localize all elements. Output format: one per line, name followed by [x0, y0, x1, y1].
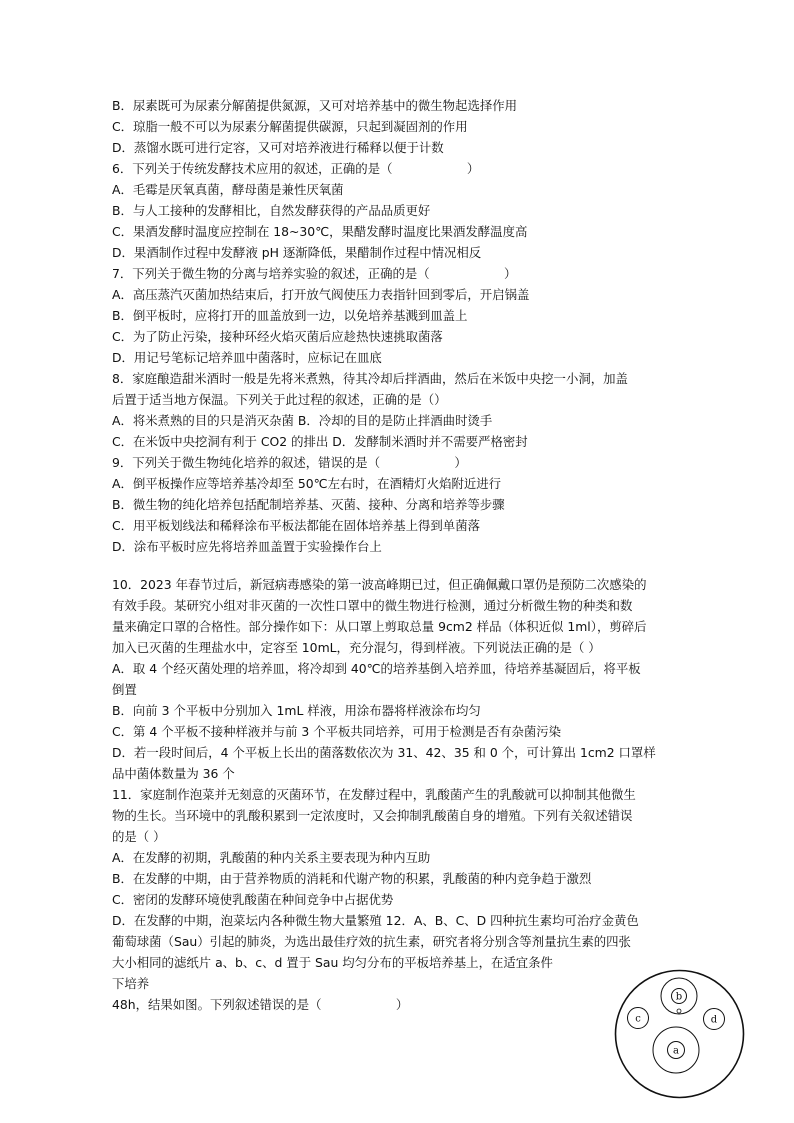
option-9b: B．微生物的纯化培养包括配制培养基、灭菌、接种、分离和培养等步骤: [112, 497, 505, 512]
disc-c-label: c: [635, 1013, 641, 1025]
option-6c: C．果酒发酵时温度应控制在 18~30℃，果醋发酵时温度比果酒发酵温度高: [112, 224, 528, 239]
option-11b: B．在发酵的中期，由于营养物质的消耗和代谢产物的积累，乳酸菌的种内竞争趋于激烈: [112, 871, 592, 886]
question-12-stem-3: 大小相同的滤纸片 a、b、c、d 置于 Sau 均匀分布的平板培养基上，在适宜条件: [112, 955, 553, 970]
option-9a: A．倒平板操作应等培养基冷却至 50℃左右时，在酒精灯火焰附近进行: [112, 476, 502, 491]
option-10d: D．若一段时间后，4 个平板上长出的菌落数依次为 31、42、35 和 0 个，可计算出 1cm2 口罩样: [112, 745, 656, 760]
option-10a-cont: 倒置: [112, 682, 137, 697]
question-9-stem: 9．下列关于微生物纯化培养的叙述，错误的是（ ）: [112, 455, 467, 470]
option-10d-cont: 品中菌体数量为 36 个: [112, 766, 235, 781]
petri-dish-figure: [613, 968, 746, 1100]
option-7b: B．倒平板时，应将打开的皿盖放到一边，以免培养基溅到皿盖上: [112, 308, 468, 323]
option-6b: B．与人工接种的发酵相比，自然发酵获得的产品品质更好: [112, 203, 431, 218]
disc-d-label: d: [710, 1014, 718, 1026]
question-12-stem-4: 下培养: [112, 976, 150, 991]
option-11d-question-12-stem: D．在发酵的中期，泡菜坛内各种微生物大量繁殖 12．A、B、C、D 四种抗生素均可治疗金黄色: [112, 913, 639, 928]
option-6d: D．果酒制作过程中发酵液 pH 逐渐降低，果醋制作过程中情况相反: [112, 245, 482, 260]
question-10-stem-4: 加入已灭菌的生理盐水中，定容至 10mL，充分混匀，得到样液。下列说法正确的是（ ）: [112, 640, 601, 655]
option-10c: C．第 4 个平板不接种样液并与前 3 个平板共同培养，可用于检测是否有杂菌污染: [112, 724, 562, 739]
question-11-stem-2: 物的生长。当环境中的乳酸积累到一定浓度时，又会抑制乳酸菌自身的增殖。下列有关叙述错误: [112, 808, 633, 823]
question-11-stem-3: 的是（ ）: [112, 829, 166, 844]
option-10b: B．向前 3 个平板中分别加入 1mL 样液，用涂布器将样液涂布均匀: [112, 703, 481, 718]
option-8ab: A．将米煮熟的目的只是消灭杂菌 B．冷却的目的是防止拌酒曲时烫手: [112, 413, 493, 428]
option-9d: D．涂布平板时应先将培养皿盖置于实验操作台上: [112, 539, 382, 554]
option-5c: C．琼脂一般不可以为尿素分解菌提供碳源，只起到凝固剂的作用: [112, 119, 468, 134]
question-6-stem: 6．下列关于传统发酵技术应用的叙述，正确的是（ ）: [112, 161, 480, 176]
question-8-stem: 8．家庭酿造甜米酒时一般是先将米煮熟，待其冷却后拌酒曲，然后在米饭中央挖一小洞，加盖: [112, 371, 628, 386]
question-12-stem-2: 葡萄球菌（Sau）引起的肺炎，为选出最佳疗效的抗生素，研究者将分别含等剂量抗生素的四张: [112, 934, 631, 949]
option-9c: C．用平板划线法和稀释涂布平板法都能在固体培养基上得到单菌落: [112, 518, 480, 533]
question-10-stem-2: 有效手段。某研究小组对非灭菌的一次性口罩中的微生物进行检测，通过分析微生物的种类和数: [112, 598, 633, 613]
question-7-stem: 7．下列关于微生物的分离与培养实验的叙述，正确的是（ ）: [112, 266, 517, 281]
option-5b: B．尿素既可为尿素分解菌提供氮源，又可对培养基中的微生物起选择作用: [112, 98, 517, 113]
option-7a: A．高压蒸汽灭菌加热结束后，打开放气阀使压力表指针回到零后，开启锅盖: [112, 287, 530, 302]
option-8cd: C．在米饭中央挖洞有利于 CO2 的排出 D．发酵制米酒时并不需要严格密封: [112, 434, 528, 449]
option-11c: C．密闭的发酵环境使乳酸菌在种间竞争中占据优势: [112, 892, 394, 907]
option-7c: C．为了防止污染，接种环经火焰灭菌后应趁热快速挑取菌落: [112, 329, 443, 344]
question-12-stem-5: 48h，结果如图。下列叙述错误的是（ ）: [112, 997, 409, 1012]
question-10-stem-3: 量来确定口罩的合格性。部分操作如下：从口罩上剪取总量 9cm2 样品（体积近似 1ml），剪碎后: [112, 619, 647, 634]
disc-b-label: b: [675, 991, 683, 1003]
question-11-stem-1: 11．家庭制作泡菜并无刻意的灭菌环节，在发酵过程中，乳酸菌产生的乳酸就可以抑制其他微生: [112, 787, 636, 802]
option-10a: A．取 4 个经灭菌处理的培养皿，将冷却到 40℃的培养基倒入培养皿，待培养基凝固后，将平板: [112, 661, 641, 676]
option-11a: A．在发酵的初期，乳酸菌的种内关系主要表现为种内互助: [112, 850, 431, 865]
question-10-stem-1: 10．2023 年春节过后，新冠病毒感染的第一波高峰期已过，但正确佩戴口罩仍是预防二次感染的: [112, 577, 647, 592]
disc-a-label: a: [673, 1045, 679, 1057]
option-6a: A．毛霉是厌氧真菌，酵母菌是兼性厌氧菌: [112, 182, 344, 197]
option-5d: D．蒸馏水既可进行定容，又可对培养液进行稀释以便于计数: [112, 140, 444, 155]
option-7d: D．用记号笔标记培养皿中菌落时，应标记在皿底: [112, 350, 382, 365]
question-8-stem-cont: 后置于适当地方保温。下列关于此过程的叙述，正确的是（）: [112, 392, 447, 407]
